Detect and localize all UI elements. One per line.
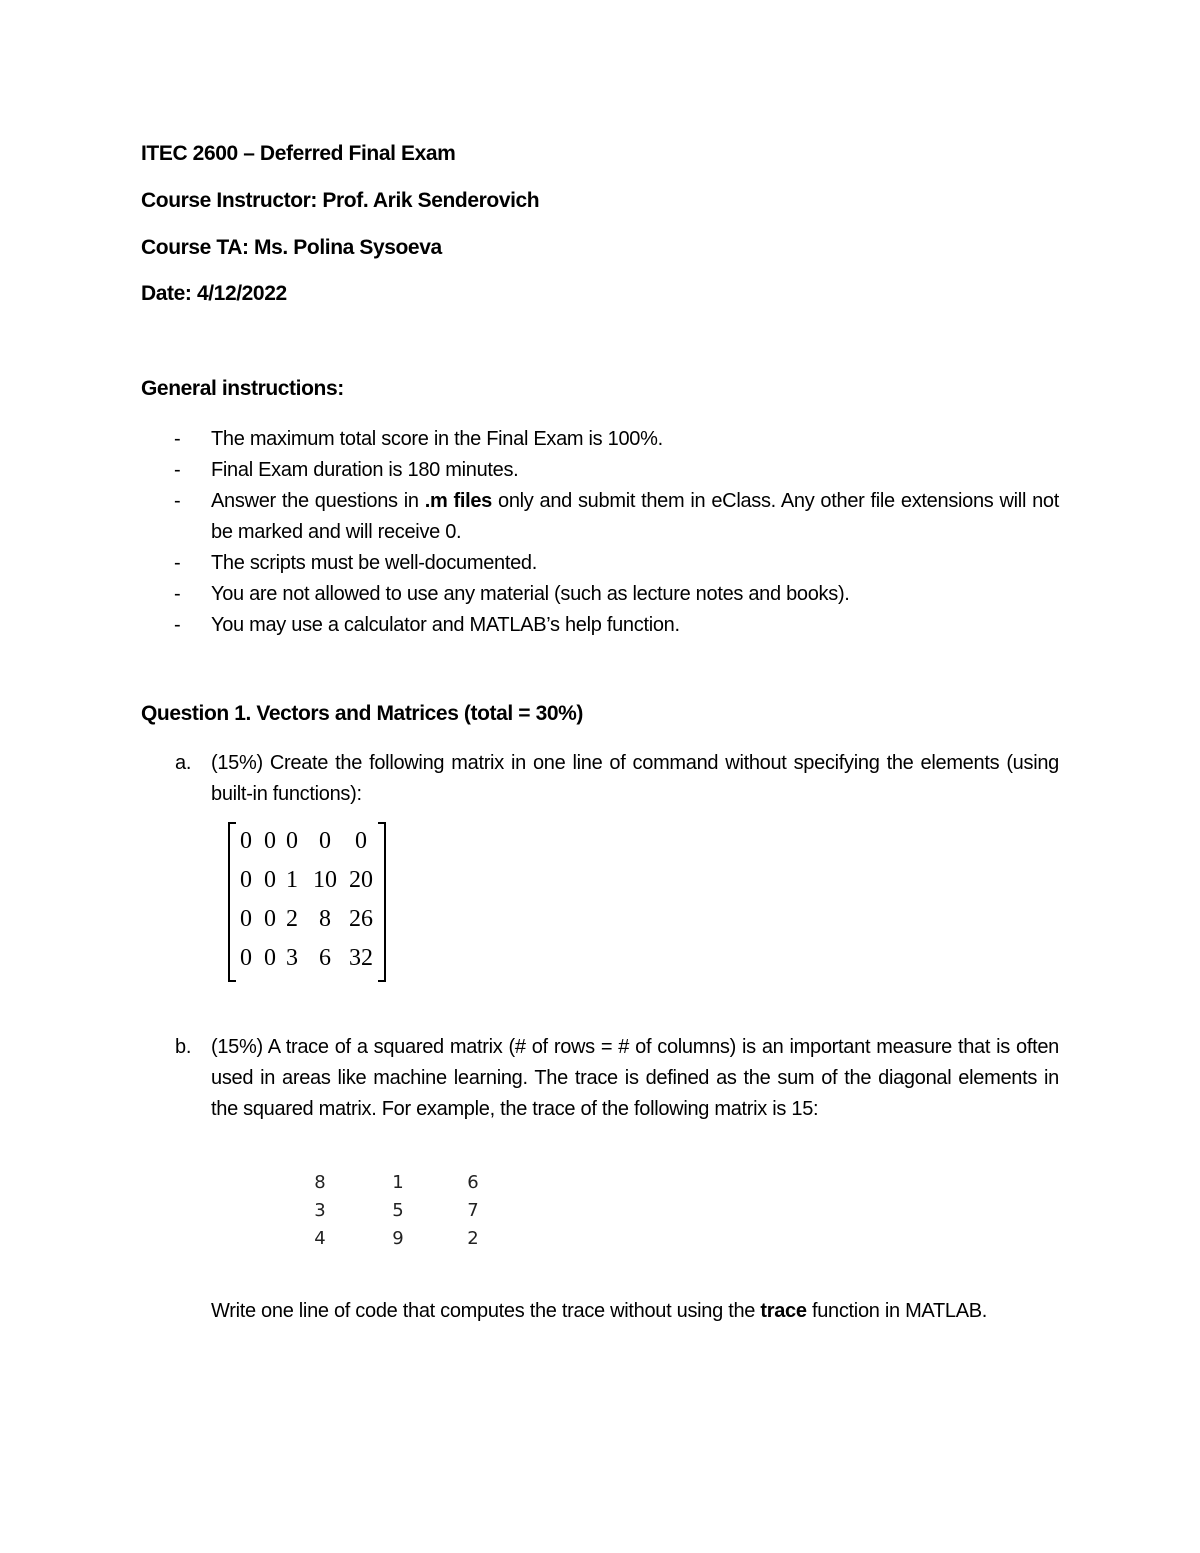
instruction-item: - The scripts must be well-documented. [174, 552, 538, 574]
trace-cell: 9 [392, 1228, 404, 1249]
trace-cell: 2 [467, 1228, 479, 1249]
left-bracket [228, 822, 236, 982]
matrix-cell: 8 [319, 906, 331, 932]
matrix-cell: 0 [240, 945, 252, 971]
exam-date: Date: 4/12/2022 [141, 282, 287, 305]
matrix-cell: 2 [286, 906, 298, 932]
right-bracket [378, 822, 386, 982]
trace-keyword: trace [760, 1300, 807, 1322]
instruction-item: - Final Exam duration is 180 minutes. [174, 459, 519, 481]
matrix-cell: 0 [355, 828, 367, 854]
m-files-emphasis: .m files [424, 490, 492, 512]
instruction-item: - You may use a calculator and MATLAB’s help function. [174, 614, 680, 636]
matrix-cell: 20 [349, 867, 373, 893]
question1-part-a [141, 748, 1059, 810]
question1-part-b [141, 1032, 1059, 1125]
course-instructor: Course Instructor: Prof. Arik Senderovich [141, 189, 540, 212]
course-ta: Course TA: Ms. Polina Sysoeva [141, 236, 442, 259]
matrix-cell: 0 [264, 945, 276, 971]
matrix-cell: 0 [240, 867, 252, 893]
matrix-cell: 0 [240, 828, 252, 854]
instructions-heading: General instructions: [141, 377, 344, 400]
matrix-cell: 6 [319, 945, 331, 971]
matrix-cell: 32 [349, 945, 373, 971]
trace-cell: 1 [392, 1172, 404, 1193]
matrix-cell: 0 [264, 828, 276, 854]
matrix-cell: 3 [286, 945, 298, 971]
trace-cell: 8 [314, 1172, 326, 1193]
part-b-marker: b. [175, 1036, 192, 1058]
instruction-item: - Answer the questions in .m files only and submit them in eClass. Any other file extensions will not be marked and will receive 0. [174, 490, 1060, 543]
part-a-matrix [228, 822, 386, 980]
trace-cell: 6 [467, 1172, 479, 1193]
matrix-cell: 26 [349, 906, 373, 932]
matrix-cell: 0 [264, 906, 276, 932]
part-b-instruction: Write one line of code that computes the trace without using the trace function in MATLAB. [211, 1300, 988, 1322]
matrix-cell: 0 [240, 906, 252, 932]
part-a-text: (15%) Create the following matrix in one line of command without specifying the elements (using built-in functions): [211, 752, 1059, 805]
trace-cell: 5 [392, 1200, 404, 1221]
matrix-cell: 10 [313, 867, 337, 893]
matrix-cell: 0 [264, 867, 276, 893]
instruction-item: - You are not allowed to use any material (such as lecture notes and books). [174, 583, 850, 605]
instruction-item: - The maximum total score in the Final Exam is 100%. [174, 428, 663, 450]
part-b-text: (15%) A trace of a squared matrix (# of rows = # of columns) is an important measure that is often used in areas like machine learning. The trace is defined as the sum of the diagonal elements in the squared matrix. For example, the trace of the following matrix is 15: [211, 1036, 1059, 1120]
matrix-cell: 0 [319, 828, 331, 854]
question1-heading: Question 1. Vectors and Matrices (total = 30%) [141, 702, 583, 725]
trace-cell: 7 [467, 1200, 479, 1221]
instructions-list [141, 424, 1059, 641]
trace-cell: 3 [314, 1200, 326, 1221]
part-a-marker: a. [175, 752, 192, 774]
matrix-cell: 1 [286, 867, 298, 893]
matrix-cell: 0 [286, 828, 298, 854]
trace-cell: 4 [314, 1228, 326, 1249]
exam-title: ITEC 2600 – Deferred Final Exam [141, 142, 456, 165]
